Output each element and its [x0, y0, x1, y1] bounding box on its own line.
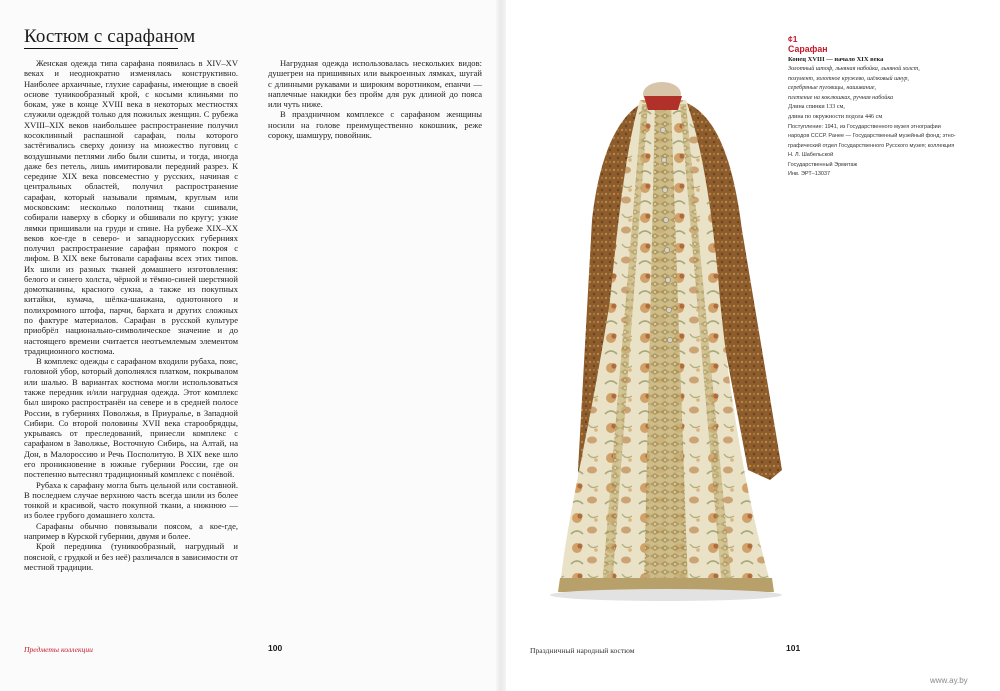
paragraph: Крой передника (туникообразный, нагрудный и поясной, с грудкой и без неё) различался в зависимости от местной традиции. — [24, 541, 238, 572]
watermark: www.ay.by — [930, 676, 968, 685]
collar — [644, 96, 682, 110]
text-column-1 — [24, 58, 238, 572]
exhibit-number: ¢1 — [788, 34, 798, 44]
paragraph: Рубаха к сарафану могла быть цельной или составной. В последнем случае верхнюю часть всегда шили из более тонкой и красивой, часто покупной ткани, а нижнюю — из более грубого домашнего холста. — [24, 479, 238, 521]
page-number-right: 101 — [786, 643, 801, 653]
floor-shadow — [550, 589, 782, 601]
exhibit-date: Конец XVIII — начало XIX века — [788, 56, 884, 63]
exhibit-materials: Золотный штоф, льняная набойка, льняной холст, позумент, золотное кружево, шёлковый шнур, серебряные пуговицы, нашивание, плетение на коклюшках, ручная набойка — [788, 66, 920, 101]
text-column-2 — [268, 58, 482, 140]
paragraph: Нагрудная одежда использовалась нескольких видов: душегреи на пришивных или выкроенных лямках, шугай с длинными рукавами и широким воротником, епанчи — наплечные накидки без пройм для рук длиной до пояса или чуть ниже. — [268, 58, 482, 110]
paragraph: Женская одежда типа сарафана появилась в XIV–XV веках и неоднократно изменялась конструктивно. Наиболее архаичные, глухие сарафаны, имеющие в своей основе туникообразный крой, с косыми клиньями по бокам, уже в конце XVIII века в некоторых местностях служили одеждой только для пожилых женщин. С рубежа XVIII–XIX веков наибольшее распространение получил косоклинный распашной сарафан, полы которого застёгивались сверху донизу на множество пуговиц с воздушными петлями либо были сшиты, и тогда, иногда даже без петель, лишь имитировали передний разрез. К середине XIX века повсеместно у русских, начиная с центральных областей, получил распространение сарафан, который называли прямым, круглым или московским: несколько полотнищ ткани сшивали, собирали наверху в сборку и обшивали по кругу; узкие лямки пришивали на груди и спине. На рубеже XIX–XX веков кое-где в северо- и западнорусских губерниях получил распространение сарафан прямого покроя с лифом. В XIX веке бытовали сарафаны всех этих типов. Их шили из разных тканей домашнего изготовления: белого и синего холста, чёрной и тёмно-синей шерстяной домотканины, красного сукна, а также из покупных китайки, кумача, шёлка-шанжана, однотонного и полихромного штофа, парчи, бархата и других сложных по фактуре материалов. Сарафан в русской культуре приобрёл национально-символическое значение и до настоящего времени считается неотъемлемым элементом традиционного костюма. — [24, 58, 238, 356]
page-number-left: 100 — [268, 643, 283, 653]
section-footer: Предметы коллекции — [24, 645, 93, 654]
book-title-footer: Праздничный народный костюм — [530, 646, 635, 655]
paragraph: В комплекс одежды с сарафаном входили рубаха, пояс, головной убор, который дополнялся платком, покрывалом или шалью. В вариантах костюма могли использоваться также передник и/или нагрудная одежда. Этот комплекс был широко распространён на севере и в средней полосе России, в губерниях Поволжья, в Приуралье, в Западной Сибири. Со второй половины XVII века старообрядцы, укрываясь от преследований, принесли комплекс с сарафаном в Заволжье, Восточную Сибирь, на Алтай, на Дон, в Малороссию и Речь Посполитую. В XIX веке шло его проникновение в южные губернии России, где он постепенно вытеснял традиционный комплекс с понёвой. — [24, 356, 238, 480]
paragraph: В праздничном комплексе с сарафаном женщины носили на голове преимущественно кокошник, реже сороку, шамшуру, повойник. — [268, 109, 482, 140]
exhibit-dimensions: Длина спинки 133 см, длина по окружности подола 446 см — [788, 104, 883, 120]
page-title: Костюм с сарафаном — [24, 26, 196, 47]
exhibit-title: Сарафан — [788, 44, 828, 54]
exhibit-provenance: Поступление: 1941, из Государственного музея этнографии народов СССР. Ранее — Государственный музейный фонд; этно- графический отдел Государственного Русского музея; коллекция Н. Л. Шабельской Государственный Эрмитаж Инв. ЭРТ–13037 — [788, 123, 956, 178]
title-underline — [24, 48, 178, 49]
paragraph: Сарафаны обычно повязывали поясом, а кое-где, например в Курской губернии, двумя и более. — [24, 520, 238, 541]
exhibit-caption — [788, 34, 984, 180]
